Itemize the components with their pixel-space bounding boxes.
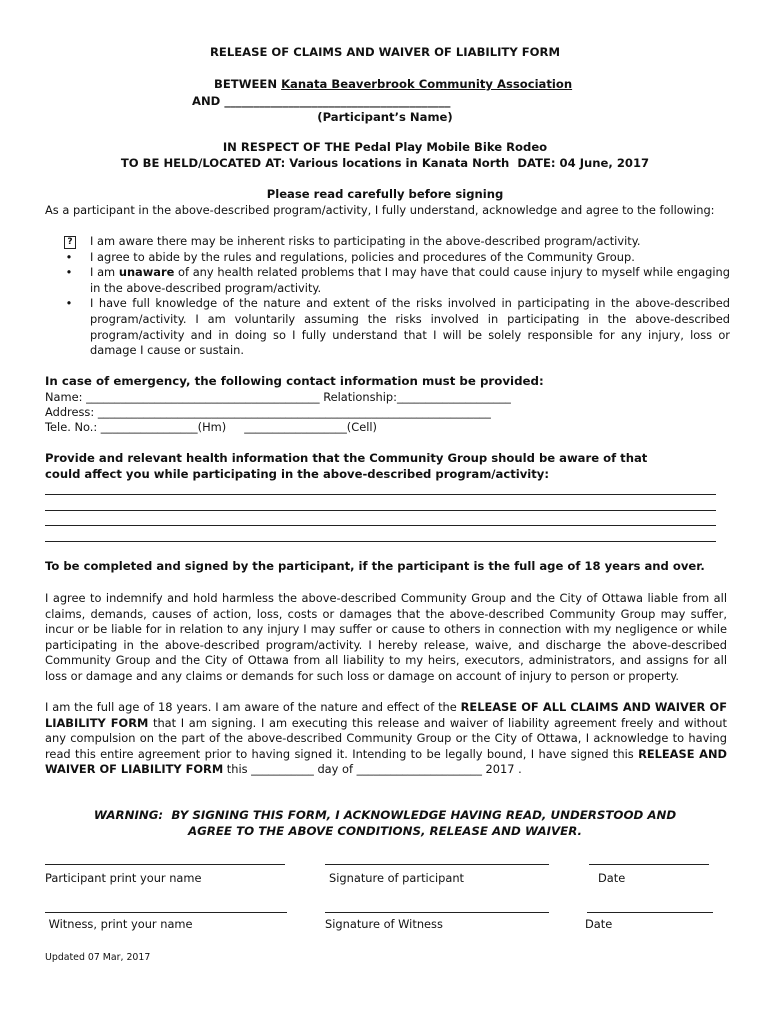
health-info-line[interactable] bbox=[45, 541, 716, 542]
emergency-heading: In case of emergency, the following contact information must be provided: bbox=[45, 374, 544, 388]
witness-signature-line[interactable] bbox=[325, 912, 549, 913]
missing-glyph-icon: ? bbox=[64, 236, 76, 249]
event-location-date-line: TO BE HELD/LOCATED AT: Various locations in Kanata North DATE: 04 June, 2017 bbox=[120, 156, 650, 170]
bullet-text: I agree to abide by the rules and regulations, policies and procedures of the Community Group. bbox=[90, 249, 635, 264]
emergency-name-field[interactable]: Name: _________________________________________ Relationship:____________________ bbox=[45, 390, 511, 404]
participant-signature-label: Signature of participant bbox=[329, 871, 465, 885]
participant-print-line[interactable] bbox=[45, 864, 285, 865]
agreement-date-blanks[interactable]: this ___________ day of ______________________ 2017 . bbox=[223, 762, 522, 777]
intro-lead-text: As a participant in the above-described program/activity, I fully understand, acknowledge and agree to the following: bbox=[45, 203, 715, 217]
participant-name-caption: (Participant’s Name) bbox=[317, 110, 453, 124]
adult-consent-heading: To be completed and signed by the participant, if the participant is the full age of 18 years and over. bbox=[45, 559, 705, 573]
indemnity-paragraph: I agree to indemnify and hold harmless the above-described Community Group and the City of Ottawa liable from all claims, demands, causes of action, loss, costs or damages that the above-described Community Group may suffer, incur or be liable for in relation to any injury I may suffer or cause to others in connection with my negligence or while participating in the above-described program/activity. I hereby release, waive, and discharge the above-described Community Group and the City of Ottawa from all liability to my heirs, executors, administrators, and assigns for all loss or damage and any claims or demands for such loss or damage on account of injury to person or property. bbox=[45, 591, 727, 683]
witness-print-line[interactable] bbox=[45, 912, 287, 913]
agreement-form-name: RELEASE OF ALL CLAIMS AND WAIVER OF LIABILITY FORM bbox=[45, 700, 727, 730]
participant-signature-line[interactable] bbox=[325, 864, 549, 865]
emergency-phone-field[interactable]: Tele. No.: _________________(Hm) __________________(Cell) bbox=[45, 420, 377, 434]
date-line[interactable] bbox=[589, 864, 709, 865]
agreement-text: I am the full age of 18 years. I am aware of the nature and effect of the bbox=[45, 700, 461, 714]
updated-date: Updated 07 Mar, 2017 bbox=[45, 952, 151, 963]
participant-print-label: Participant print your name bbox=[45, 871, 202, 885]
read-carefully-heading: Please read carefully before signing bbox=[266, 187, 504, 201]
date-label: Date bbox=[585, 917, 613, 931]
bullet-icon: • bbox=[65, 249, 73, 264]
bullet-icon: • bbox=[65, 265, 73, 280]
bullet-text-pre: I am bbox=[90, 265, 119, 280]
event-name-line: IN RESPECT OF THE Pedal Play Mobile Bike Rodeo bbox=[222, 140, 548, 154]
health-info-heading-cont: could affect you while participating in the above-described program/activity: bbox=[45, 467, 550, 481]
agreement-paragraph bbox=[45, 700, 727, 778]
witness-signature-label: Signature of Witness bbox=[325, 917, 443, 931]
date-line[interactable] bbox=[587, 912, 713, 913]
acknowledgement-list bbox=[62, 234, 730, 359]
bullet-text-post: of any health related problems that I may have that could cause injury to myself while engaging in the above-described program/activity. bbox=[90, 265, 730, 295]
between-prefix: BETWEEN bbox=[214, 77, 282, 91]
health-info-line[interactable] bbox=[45, 494, 716, 495]
warning-text-cont: AGREE TO THE ABOVE CONDITIONS, RELEASE AND WAIVER. bbox=[187, 824, 583, 838]
bullet-text: I am aware there may be inherent risks to participating in the above-described program/activity. bbox=[90, 234, 641, 248]
list-item bbox=[62, 250, 730, 266]
witness-print-label: Witness, print your name bbox=[45, 917, 193, 931]
health-info-line[interactable] bbox=[45, 525, 716, 526]
participant-name-line[interactable]: AND _______________________________________ bbox=[192, 94, 451, 108]
emergency-address-field[interactable]: Address: _____________________________________________________________________ bbox=[45, 405, 491, 419]
form-title: RELEASE OF CLAIMS AND WAIVER OF LIABILITY FORM bbox=[209, 45, 560, 59]
warning-text: WARNING: BY SIGNING THIS FORM, I ACKNOWLEDGE HAVING READ, UNDERSTOOD AND bbox=[93, 808, 677, 822]
bullet-text: I have full knowledge of the nature and extent of the risks involved in participating in the above-described program/activity. I am voluntarily assuming the risks involved in participating in the above-described program/activity and in doing so I fully understand that I will be solely responsible for any injury, loss or damage I cause or sustain. bbox=[90, 296, 730, 358]
health-info-line[interactable] bbox=[45, 510, 716, 511]
organization-name: Kanata Beaverbrook Community Association bbox=[281, 77, 573, 91]
agreement-form-name: RELEASE AND WAIVER OF LIABILITY FORM bbox=[45, 746, 727, 777]
list-item bbox=[62, 296, 730, 358]
health-info-heading: Provide and relevant health information that the Community Group should be aware of that bbox=[45, 451, 648, 465]
date-label: Date bbox=[598, 871, 626, 885]
bullet-icon: • bbox=[65, 296, 73, 311]
bullet-text-bold: unaware bbox=[118, 265, 175, 280]
list-item bbox=[62, 265, 730, 296]
list-item bbox=[62, 234, 730, 250]
agreement-text: that I am signing. I am executing this release and waiver of liability agreement freely and without any compulsion on the part of the above-described Community Group or the City of Ottawa, I acknowledge to having read this entire agreement prior to having signed it. Intending to be legally bound, I have signed this bbox=[45, 715, 727, 761]
